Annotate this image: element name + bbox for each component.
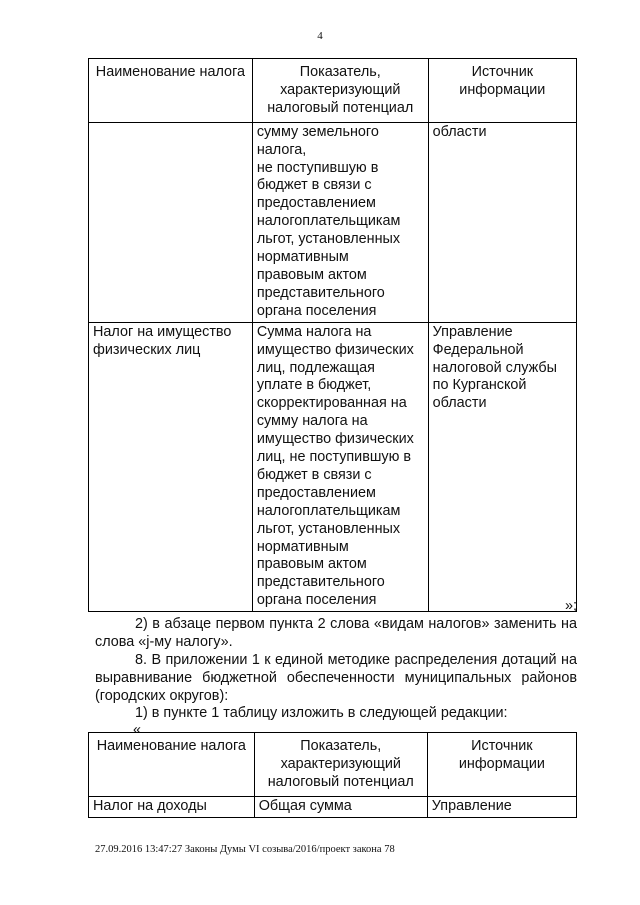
table-row [89, 122, 577, 322]
table-cell: Общая сумма [254, 796, 427, 817]
paragraph-item-8-1: 1) в пункте 1 таблицу изложить в следующей редакции: [135, 705, 508, 721]
document-footer: 27.09.2016 13:47:27 Законы Думы VI созыва/2016/проект закона 78 [95, 844, 395, 855]
header-indicator: Показатель, характеризующий налоговый потенциал [254, 733, 427, 797]
header-source: Источник информации [427, 733, 576, 797]
table-cell: Налог на доходы [89, 796, 255, 817]
header-indicator: Показатель, характеризующий налоговый потенциал [252, 59, 428, 123]
tax-table-continued [88, 58, 577, 612]
table-row [89, 322, 577, 612]
table-cell: Управление [427, 796, 576, 817]
page-number: 4 [317, 30, 323, 42]
header-tax-name: Наименование налога [89, 733, 255, 797]
tax-table-new [88, 732, 577, 818]
table-cell: Управление Федеральной налоговой службы по Курганской области [428, 322, 576, 612]
table-row [89, 796, 577, 817]
header-tax-name: Наименование налога [89, 59, 253, 123]
table-cell: Сумма налога на имущество физических лиц, подлежащая уплате в бюджет, скорректированная на сумму налога на имущество физических лиц, не поступившую в бюджет в связи с предоставлением налогоплательщикам льгот, установленных нормативным правовым актом представительного органа поселения [252, 322, 428, 612]
table-cell: Налог на имущество физических лиц [89, 322, 253, 612]
table-header-row [89, 59, 577, 123]
header-source: Источник информации [428, 59, 576, 123]
open-quote: « [133, 722, 142, 738]
paragraph-amendment-2: 2) в абзаце первом пункта 2 слова «видам налогов» заменить на слова «j-му налогу». [95, 616, 577, 650]
table-header-row [89, 733, 577, 797]
closing-quote: »; [564, 598, 577, 614]
table-cell: области [428, 122, 576, 322]
paragraph-item-8: 8. В приложении 1 к единой методике распределения дотаций на выравнивание бюджетной обеспеченности муниципальных районов (городских округов): [95, 652, 577, 704]
table-cell: сумму земельного налога, не поступившую в бюджет в связи с предоставлением налогоплательщикам льгот, установленных нормативным правовым актом представительного органа поселения [252, 122, 428, 322]
table-cell [89, 122, 253, 322]
